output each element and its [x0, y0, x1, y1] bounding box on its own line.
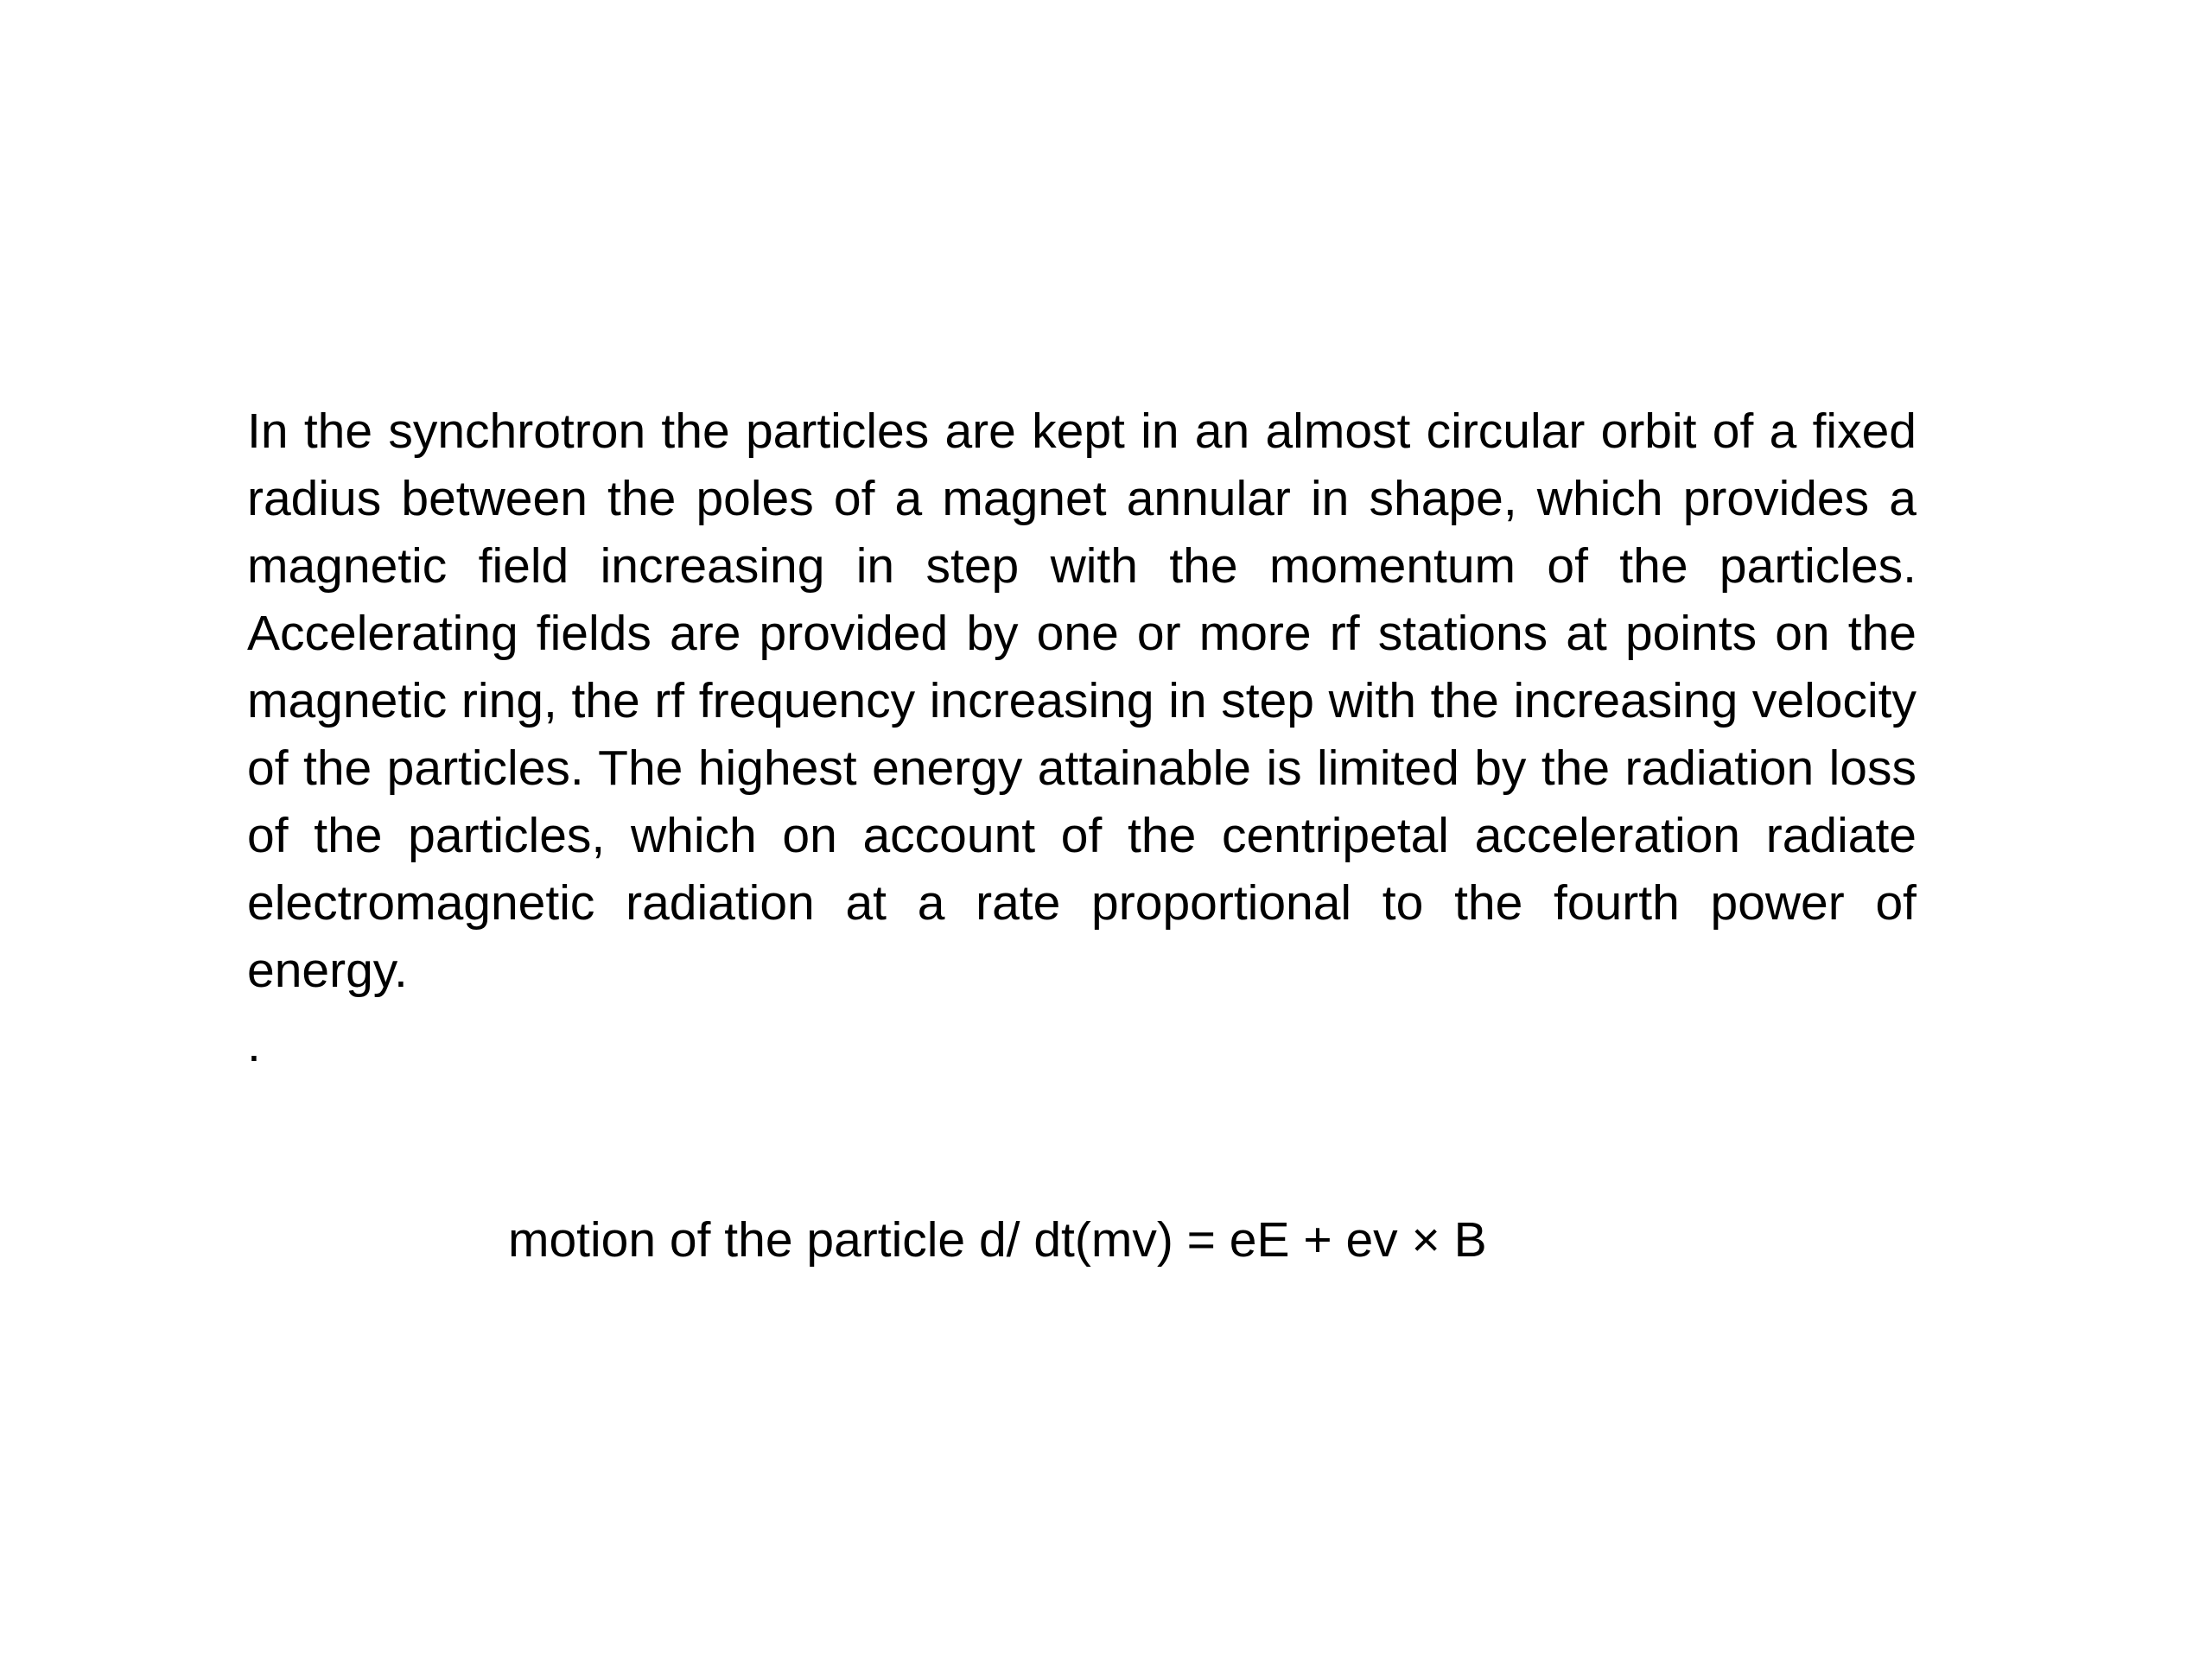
- stray-dot: .: [247, 1017, 261, 1072]
- body-paragraph: In the synchrotron the particles are kept in an almost circular orbit of a fixed radius between the poles of a magnet annular in shape, which provides a magnetic field increasing in step with the momentum of the particles. Accelerating fields are provided by one or more rf stations at points on the magnetic ring, the rf frequency increasing in step with the increasing velocity of the particles. The highest energy attainable is limited by the radiation loss of the particles, which on account of the centripetal acceleration radiate electromagnetic radiation at a rate proportional to the fourth power of energy.: [247, 404, 1916, 998]
- equation-of-motion: motion of the particle d/ dt(mv) = eE + ev × B: [508, 1212, 1487, 1268]
